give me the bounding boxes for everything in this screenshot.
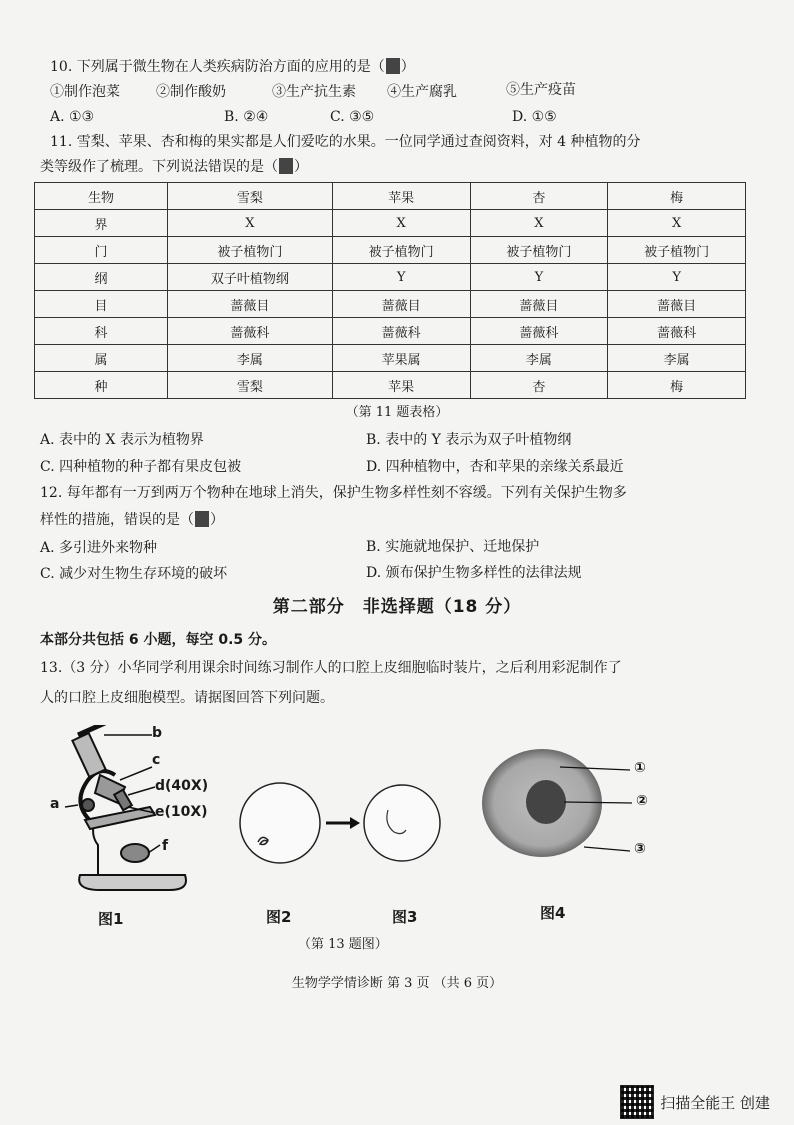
q10-choice-d: D. ①⑤ [512,109,557,125]
table-row [35,237,746,264]
fig3-title: 图3 [392,908,418,926]
fig4-label-2: ② [636,793,648,809]
q10-item-1: ①制作泡菜 [50,84,120,100]
q10-item-3: ③生产抗生素 [272,84,356,100]
table-cell: 被子植物门 [470,237,608,264]
table-cell: 双子叶植物纲 [168,264,333,291]
table-cell: 蔷薇科 [332,318,470,345]
table-row [35,345,746,372]
q10-choice-b: B. ②④ [224,109,269,125]
fig1-title: 图1 [98,910,124,928]
table-row-header: 界 [35,210,168,237]
table-row-header: 属 [35,345,168,372]
q12-choice-b: B. 实施就地保护、迁地保护 [366,539,540,555]
q10-item-5: ⑤生产疫苗 [506,82,576,98]
answer-redaction [386,58,400,74]
table-cell: 苹果属 [332,345,470,372]
q12-stem-close: ） [210,512,224,528]
table-cell: 梅 [608,372,746,399]
q11-choice-c: C. 四种植物的种子都有果皮包被 [40,459,242,475]
table-cell: X [470,210,608,237]
q11-choice-a: A. 表中的 X 表示为植物界 [40,432,204,448]
watermark-text: 扫描全能王 创建 [660,1093,770,1112]
table-row-header: 纲 [35,264,168,291]
field-of-view-figures [238,780,448,866]
table-row-header: 科 [35,318,168,345]
table-row [35,372,746,399]
table-cell: Y [332,264,470,291]
q11-stem-text: 类等级作了梳理。下列说法错误的是（ [40,159,278,175]
table-cell: Y [608,264,746,291]
table-cell: 李属 [470,345,608,372]
table-row [35,210,746,237]
q11-stem-line1: 11. 雪梨、苹果、杏和梅的果实都是人们爱吃的水果。一位同学通过查阅资料，对 4 种植物的分 [50,134,641,150]
q11-table-caption: （第 11 题表格） [345,405,449,420]
q10-choice-c: C. ③⑤ [330,109,375,125]
table-cell: 雪梨 [168,372,333,399]
table-cell: 蔷薇科 [608,318,746,345]
fig1-label-b: b [152,725,163,741]
table-row-header: 门 [35,237,168,264]
table-cell: 李属 [608,345,746,372]
section-title: 第二部分 非选择题（18 分） [272,597,522,617]
q10-stem-text: 10. 下列属于微生物在人类疾病防治方面的应用的是（ [50,59,385,75]
cell-model-figure [480,747,660,867]
q13-figure-caption: （第 13 题图） [298,937,388,952]
q11-choice-b: B. 表中的 Y 表示为双子叶植物纲 [366,432,572,448]
table-cell: 被子植物门 [332,237,470,264]
q12-choice-a: A. 多引进外来物种 [40,540,158,556]
fig1-label-d: d(40X) [155,778,209,794]
table-cell: 蔷薇目 [332,291,470,318]
fig4-title: 图4 [540,904,566,922]
table-cell: Y [470,264,608,291]
table-cell: 被子植物门 [608,237,746,264]
q10-choice-a: A. ①③ [50,109,95,125]
table-header-cell: 苹果 [332,183,470,210]
table-cell: 蔷薇科 [470,318,608,345]
table-row [35,291,746,318]
table-header-cell: 雪梨 [168,183,333,210]
q13-stem-line1: 13.（3 分）小华同学利用课余时间练习制作人的口腔上皮细胞临时装片，之后利用彩泥制作了 [40,660,622,676]
q11-stem-line2 [40,157,308,177]
q10-stem [50,57,415,77]
table-cell: X [608,210,746,237]
table-header-cell: 梅 [608,183,746,210]
table-cell: 苹果 [332,372,470,399]
q12-stem-line2 [40,510,224,530]
answer-redaction [279,158,293,174]
table-header-cell: 杏 [470,183,608,210]
fig1-label-c: c [152,752,161,768]
q12-stem-text: 样性的措施，错误的是（ [40,512,194,528]
fig4-label-3: ③ [634,841,646,857]
table-cell: X [332,210,470,237]
table-cell: 蔷薇目 [608,291,746,318]
fig1-label-a: a [50,796,60,812]
table-cell: 蔷薇科 [168,318,333,345]
table-cell: X [168,210,333,237]
qr-code-icon [620,1085,654,1119]
table-header-cell: 生物 [35,183,168,210]
answer-redaction [195,511,209,527]
table-row [35,264,746,291]
classification-table [34,182,746,399]
table-row [35,318,746,345]
q12-choice-d: D. 颁布保护生物多样性的法律法规 [366,565,582,581]
table-body [35,210,746,399]
fig1-label-f: f [162,838,169,854]
page-footer: 生物学学情诊断 第 3 页 （共 6 页） [291,976,503,991]
table-header-row [35,183,746,210]
table-cell: 李属 [168,345,333,372]
q11-stem-close: ） [294,159,308,175]
q11-choice-d: D. 四种植物中，杏和苹果的亲缘关系最近 [366,459,624,475]
table-cell: 蔷薇目 [168,291,333,318]
q12-choice-c: C. 减少对生物生存环境的破坏 [40,566,228,582]
table-row-header: 种 [35,372,168,399]
microscope-figure [40,725,240,895]
fig2-title: 图2 [266,908,292,926]
table-cell: 被子植物门 [168,237,333,264]
q12-stem-line1: 12. 每年都有一万到两万个物种在地球上消失，保护生物多样性刻不容缓。下列有关保护生物多 [40,485,627,501]
scanner-watermark [620,1085,770,1119]
table-cell: 杏 [470,372,608,399]
section-intro: 本部分共包括 6 小题，每空 0.5 分。 [40,632,277,648]
q10-stem-close: ） [400,59,415,75]
fig1-label-e: e(10X) [155,804,208,820]
q10-item-4: ④生产腐乳 [387,84,457,100]
fig4-label-1: ① [634,760,646,776]
q10-item-2: ②制作酸奶 [156,84,226,100]
table-row-header: 目 [35,291,168,318]
q13-stem-line2: 人的口腔上皮细胞模型。请据图回答下列问题。 [40,690,334,706]
table-cell: 蔷薇目 [470,291,608,318]
